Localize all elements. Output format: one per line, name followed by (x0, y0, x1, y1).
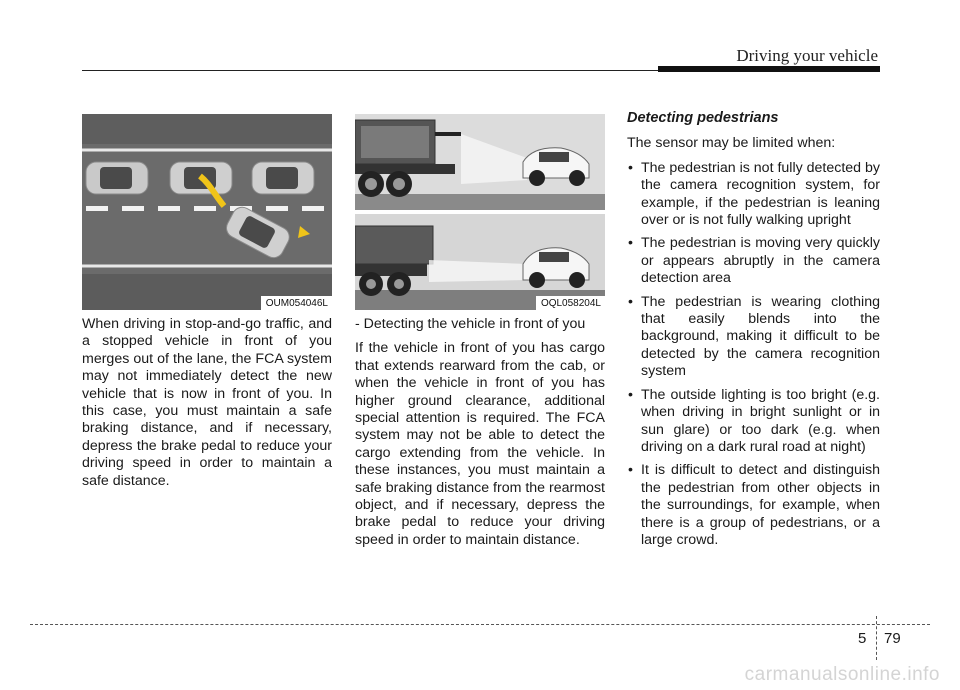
bullet-icon: • (628, 159, 633, 176)
list-item: • The pedestrian is not fully detected by the camera recognition system, for example, if the pedestrian is leaning over or is not fully walking upright (628, 159, 880, 229)
column-right (627, 110, 880, 555)
lane-merge-illustration (82, 114, 332, 310)
list-item: • The pedestrian is wearing clothing that easily blends into the background, making it difficult to be detected by the camera recognition system (628, 293, 880, 380)
header-rule (82, 70, 658, 71)
figure-code-right: OQL058204L (536, 296, 605, 310)
column-middle (355, 316, 605, 556)
chapter-number: 5 (858, 630, 867, 647)
figure-lane-merge (82, 114, 332, 310)
paragraph-stop-and-go: When driving in stop-and-go traffic, and a stopped vehicle in front of you merges out of the lane, the FCA system may not immediately detect the new vehicle that is now in front of you. In this case, you must maintain a safe braking distance, and if necessary, depress the brake pedal to reduce your driving speed in order to maintain a safe distance. (82, 316, 332, 489)
footer-rule (30, 624, 930, 625)
heading-detecting-pedestrians: Detecting pedestrians (627, 110, 779, 126)
watermark: carmanualsonline.info (744, 664, 940, 685)
figure-code-left: OUM054046L (261, 296, 332, 310)
truck-cargo-illustration (355, 114, 605, 310)
bullet-icon: • (628, 235, 633, 252)
list-item: • The pedestrian is moving very quickly or appears abruptly in the camera detection area (628, 235, 880, 287)
figure-truck-cargo (355, 114, 605, 310)
list-item: • The outside lighting is too bright (e.g. when driving in bright sunlight or in sun glare) or too dark (e.g. when driving on a dark rural road at night) (628, 386, 880, 455)
bullet-icon: • (628, 293, 633, 310)
list-item: • It is difficult to detect and distinguish the pedestrian from other objects in the surroundings, for example, when there is a group of pedestrians, or a large crowd. (628, 462, 880, 548)
header-rule-accent (658, 66, 880, 72)
bullet-icon: • (628, 386, 633, 403)
paragraph-cargo: If the vehicle in front of you has cargo that extends rearward from the cab, or when the vehicle in front of you has higher ground clearance, additional special attention is required. The FCA system may not be able to detect the cargo extending from the vehicle. In these instances, you must maintain a safe braking distance from the rearmost object, and if necessary, depress the brake pedal to reduce your driving speed in order to maintain distance. (355, 340, 605, 548)
page-number-separator (876, 616, 877, 660)
pedestrian-limitations-list (627, 160, 880, 550)
section-title: Driving your vehicle (736, 46, 878, 65)
bullet-icon: • (628, 462, 633, 479)
sensor-limited-intro: The sensor may be limited when: (627, 135, 836, 152)
detecting-vehicle-intro: - Detecting the vehicle in front of you (355, 316, 586, 332)
page-number: 79 (884, 630, 901, 647)
column-left (82, 316, 332, 497)
